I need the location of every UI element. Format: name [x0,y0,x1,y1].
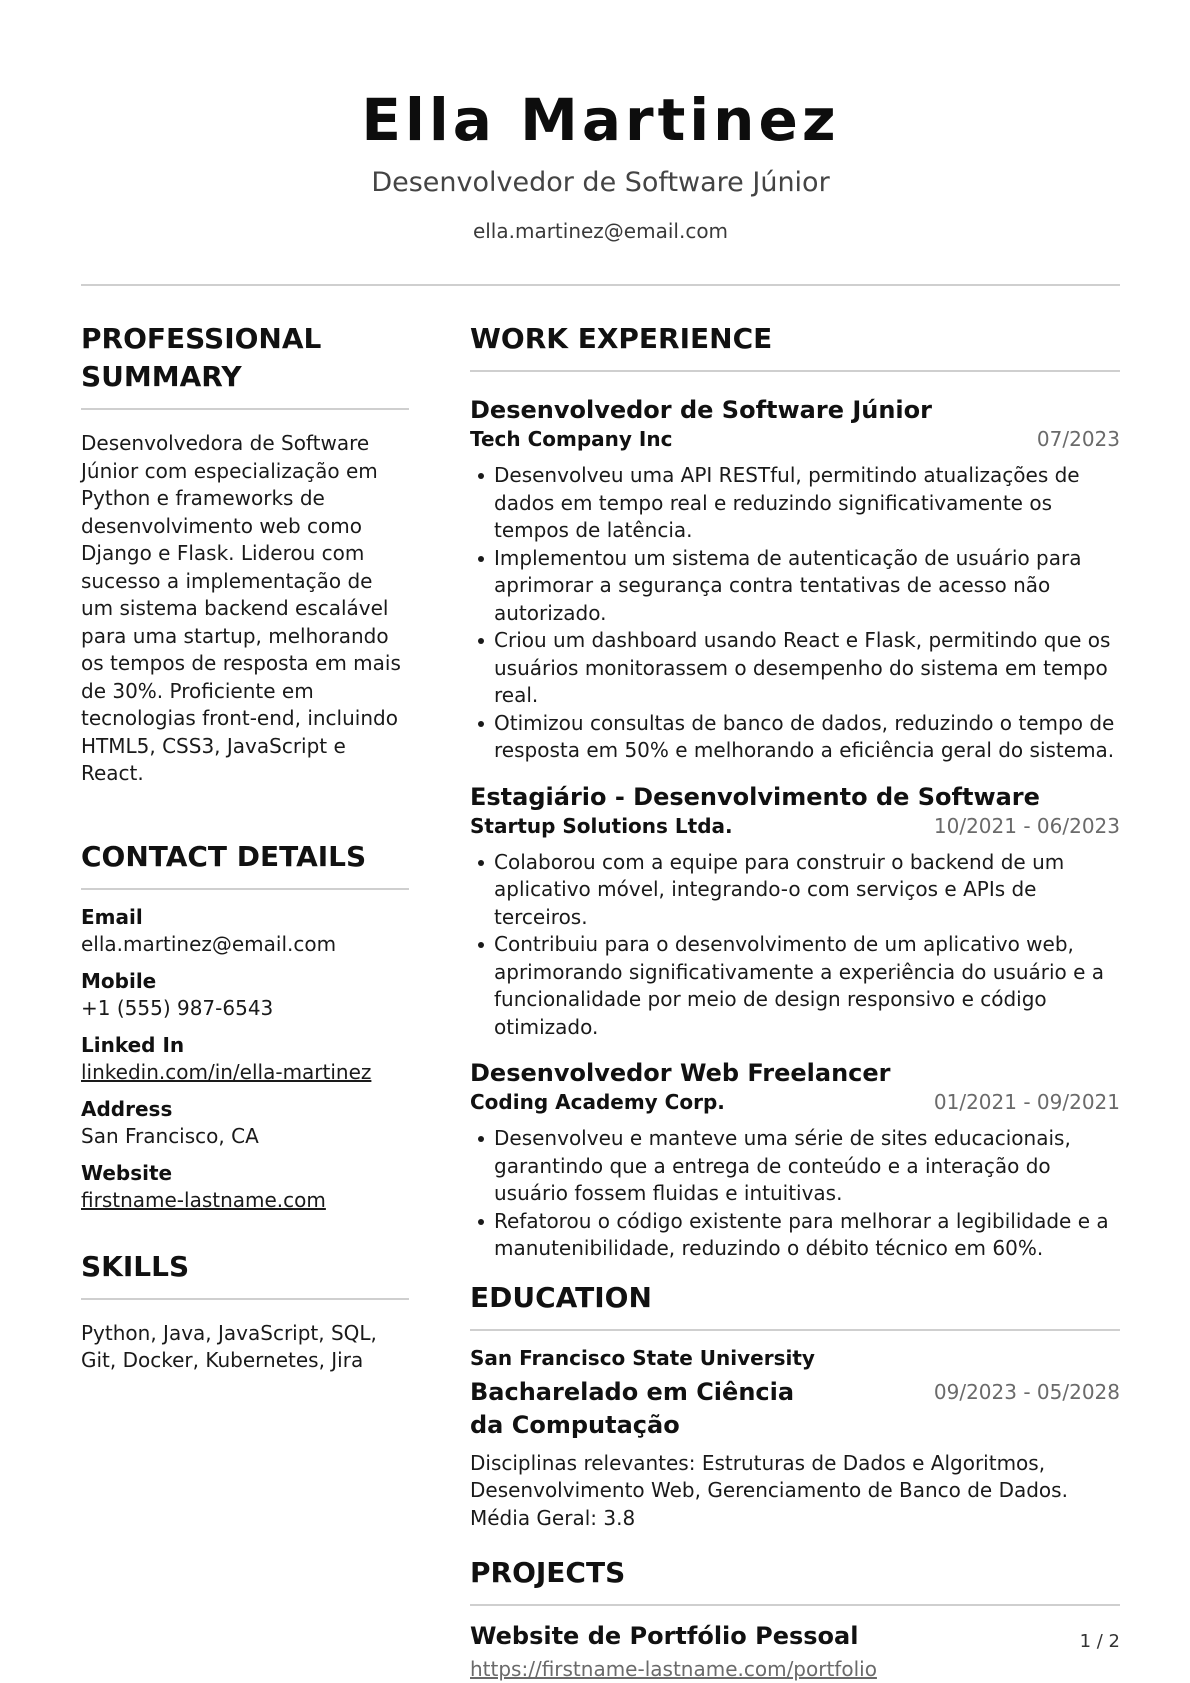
job-bullet: Colaborou com a equipe para construir o backend de um aplicativo móvel, integrando-o com serviços e APIs de terceiros. [470,849,1120,932]
contact-value: ella.martinez@email.com [81,931,337,956]
job-bullets [470,462,1120,765]
project-name: Website de Portfólio Pessoal [470,1622,859,1650]
job-list [470,394,1120,1263]
job-bullet: Criou um dashboard usando React e Flask, permitindo que os usuários monitorassem o desempenho do sistema em tempo real. [470,627,1120,710]
section-title-contact: CONTACT DETAILS [81,839,367,873]
section-divider [81,1298,409,1300]
education-description: Disciplinas relevantes: Estruturas de Dados e Algoritmos, Desenvolvimento Web, Gerenciamento de Banco de Dados. Média Geral: 3.8 [470,1450,1068,1530]
job-company: Tech Company Inc [470,427,673,451]
job-meta [470,1089,1120,1116]
header-email: ella.martinez@email.com [472,219,729,243]
section-title-projects: PROJECTS [470,1556,626,1589]
section-divider [81,408,409,410]
job-bullet: Contribuiu para o desenvolvimento de um aplicativo web, aprimorando significativamente a experiência do usuário e a funcionalidade por meio de design responsivo e código otimizado. [470,931,1120,1041]
contact-label: Linked In [81,1032,185,1057]
section-title-education: EDUCATION [470,1280,652,1314]
left-column [81,320,409,1375]
job-entry [470,1057,1120,1263]
job-bullet: Desenvolveu e manteve uma série de sites educacionais, garantindo que a entrega de conteúdo e a interação do usuário fossem fluidas e intuitivas. [470,1125,1120,1208]
job-meta [470,426,1120,453]
contact-details-section [81,838,409,1214]
job-bullet: Desenvolveu uma API RESTful, permitindo atualizações de dados em tempo real e reduzindo significativamente os tempos de latência. [470,462,1120,545]
contact-address [81,1096,409,1150]
website-link[interactable]: firstname-lastname.com [81,1187,326,1212]
education-school: San Francisco State University [470,1345,815,1370]
contact-label: Mobile [81,968,157,993]
header-divider [81,284,1120,286]
section-title-skills: SKILLS [81,1249,190,1283]
job-bullet: Otimizou consultas de banco de dados, reduzindo o tempo de resposta em 50% e melhorando a eficiência geral do sistema. [470,710,1120,765]
section-divider [470,1329,1120,1331]
job-entry [470,781,1120,1042]
skills-section [81,1248,409,1375]
job-dates: 07/2023 [1036,427,1120,451]
job-role: Desenvolvedor de Software Júnior [470,396,932,424]
work-experience-section [470,320,1120,1263]
section-divider [81,888,409,890]
job-bullet: Implementou um sistema de autenticação de usuário para aprimorar a segurança contra tentativas de acesso não autorizado. [470,545,1120,628]
contact-list [81,904,409,1214]
project-link[interactable]: https://firstname-lastname.com/portfolio [470,1657,877,1681]
page-number: 1 / 2 [1079,1631,1120,1652]
job-bullet: Refatorou o código existente para melhorar a legibilidade e a manutenibilidade, reduzindo o débito técnico em 60%. [470,1208,1120,1263]
job-dates: 10/2021 - 06/2023 [933,813,1120,838]
job-meta [470,813,1120,840]
contact-email [81,904,409,958]
job-company: Startup Solutions Ltda. [470,813,733,838]
section-title-experience: WORK EXPERIENCE [470,322,773,355]
candidate-name: Ella Martinez [361,86,840,154]
resume-header [81,84,1120,244]
linkedin-link[interactable]: linkedin.com/in/ella-martinez [81,1059,372,1084]
education-section [470,1279,1120,1533]
education-row [470,1376,1120,1442]
job-company: Coding Academy Corp. [470,1090,725,1114]
contact-website [81,1160,409,1214]
education-degree: Bacharelado em Ciência da Computação [470,1377,795,1439]
job-bullets [470,1125,1120,1263]
skills-text: Python, Java, JavaScript, SQL, Git, Docker, Kubernetes, Jira [81,1320,377,1372]
job-role: Desenvolvedor Web Freelancer [470,1059,891,1087]
right-column [470,320,1120,1683]
contact-mobile [81,968,409,1022]
contact-value: San Francisco, CA [81,1123,259,1148]
job-bullets [470,849,1120,1042]
education-dates: 09/2023 - 05/2028 [933,1379,1120,1404]
contact-linkedin [81,1032,409,1086]
job-role: Estagiário - Desenvolvimento de Software [470,782,1040,811]
summary-text: Desenvolvedora de Software Júnior com especialização em Python e frameworks de desenvolvimento web como Django e Flask. Liderou com sucesso a implementação de um sistema backend escalável para uma startup, melhorando os tempos de resposta em mais de 30%. Proficiente em tecnologias front-end, incluindo HTML5, CSS3, JavaScript e React. [81,431,401,785]
job-entry [470,394,1120,765]
section-title-summary: PROFESSIONAL SUMMARY [81,322,322,393]
professional-summary-section [81,320,409,788]
contact-label: Website [81,1160,173,1185]
contact-label: Email [81,904,143,929]
section-divider [470,1604,1120,1606]
contact-value: +1 (555) 987-6543 [81,995,274,1020]
section-divider [470,370,1120,372]
projects-section [470,1554,1120,1683]
contact-label: Address [81,1096,173,1121]
job-dates: 01/2021 - 09/2021 [933,1090,1120,1114]
candidate-title: Desenvolvedor de Software Júnior [371,167,830,198]
